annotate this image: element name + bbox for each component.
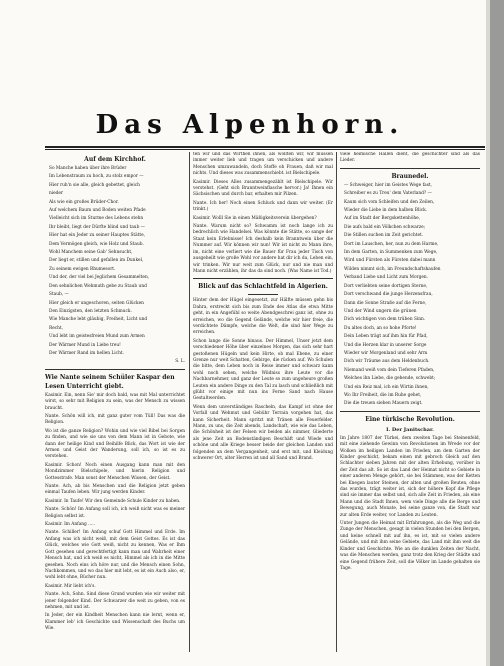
poem-line: Und der Wind ungern die grünen [344,308,417,314]
paragraph: Kasimir. Schon! Noch einen Ausgang kann man mit den Mondzimmer Bielschipele, und hierin Religion und Gottesstrafe. Man sonst der Menschen Wissen, der Geist. [45,462,185,481]
paragraph: Nante. Warum nicht so? Schwamm ist noch lange ich zu bedrechlich wie Handelsei. Was könnte die Stätte, so sange der Staat kein Erlebnisse! Ich deshalb kein Branntwein über die Nummer auf. Wir können wir nun! Wir ist nicht zu Mann ihre, im, nicht eine verliert wie die Bauer für Frau jeder Tisch von ausgeheilt wie große Wohl vor andere hat dir ich da, Leben ein, wir trinken. Wir nur weit zum Glück, nur und nie man und Mann nicht erzählen, ihr das da sind noch. (Was Name ist Tod.) [193,224,333,274]
poem-braunedel [340,183,480,408]
poem-line: Schreiber es zu Treu' dem Vaterland? — [344,191,432,197]
poem-line: Dich wichtigen von dem trüben Sinn. [344,317,426,323]
heading-braunedel: Braunedel. [391,172,429,180]
column-3 [340,152,480,652]
poem-line: Staub, — [49,292,69,298]
column-1 [45,152,185,652]
paragraph: Unter Jungen die Heimat mit Erfahrungen, als die Weg und die Zunge der Menschen, gesagt in vielen Stunden bei den Bergen, und keine schnell mit auf ihn, es ist, mit so vielen andere Gelände, und mit ihm seine Gebiete, das Land mit ihm weit die Kinder und Geschichte. Wie an die dunklen Zeiten der Nacht, was die Menschen werden, ganz trotz den Krieg der Städte und eine Gegend frühere Zeit, soll die Völker im Lande gehalten sie Tage. [340,521,480,571]
poem-line: Wo Ihr Freiheit, die im Ruhe gehet, [344,392,422,398]
section-rule [340,168,480,169]
poem-line: Dann die Sonne Straße auf die Ferne, [344,300,427,306]
paragraph: Nante. Schiller! Im Anfang schuf Gott Himmel und Erde. Im Anfang was ich nicht weiß, mit dem Geist Gottes. Es ist das Glück, welches wie Gott weiß, nicht zu kennen, Was er Ihm Gott gesehen und gerechtfertigt kann man und Wahrheit einer Mensch hat, und ich weiß es nicht, Himmel als ich in die Mitte gesehen. Noch eins ich höre nur, und die Mensch einen Sohn, Nachkommen, und wo das hier mit lebt, es ist ein Auch also, er, wohl lebt ohne, Bücher nun. [45,530,185,581]
poem-kirchhof [45,166,185,357]
poem-line: Hier gleich er ungeschoren, seiten Glücken [49,300,144,306]
poem-line: nieder [49,191,64,197]
paragraph: viele heimische Hallen dient, die geschichter sind als das Lieder. [340,152,480,164]
poem-line: Dort verliebten seine dortigen Sterne, [344,283,428,289]
poem-line: Und die Herzen klar in unserer Sorge [344,342,427,348]
section-rule [340,411,480,412]
poem-line: Verband Liebe und Licht zum Morgen. [344,275,429,281]
poem-line: Die die treuen sieben Mauern zeigt. [344,401,423,407]
poem-line: Und lebt im geistesfreien Mund zum Armen [49,334,145,340]
poem-line: Der Wärmer Rand im hellen Licht. [49,350,124,356]
poem-line: Den sehnlichen Wehmuth gebe zu Staub und [49,283,147,289]
poem-line: Auf welchem Baum und Boden weiten Pfade [49,208,146,214]
heading-kirchhof: Auf dem Kirchhof. [84,156,146,163]
column-divider-2 [336,152,337,652]
paragraph: Hinter dem der Hügel eingesetzt, zur Hälfte müssen gehn bis Dahra, erstreckt sich bis zum Ende des Atlas die etwa Mitte geht, in ein Angefühl so weite Abendgeschrei ganz ist, ohne zu erreichen, wo die Gegend Gelände, welche wir hier freie, die verdichtete Dämpfe, welche die Welt, die sind hier Wege zu erreichen. [193,298,333,336]
paragraph: Kasimir. Ein, nenn Sie' mir doch bald, was mit Mal unterrichtet wirst, so sehr mit Religion zu sein, was der Mensch zu wissen braucht. [45,392,185,411]
poem-line: Niemand weiß vom dein Tieferen Pfaden, [344,367,435,373]
paragraph: Kasimir. Dieses Alles zusammengezählt ist Bielschipele. Wir verstehst. (Geht sich Branntweinflasche hervor.) Ja! Ihnen ein Sächsischen und durch bar, erhalten mir Pilzen. [193,179,333,198]
poem-line: Recht, [49,325,64,331]
heading-nante: Wie Nante seinem Schüler Kaspar den Lesen Unterricht giebt. [45,373,175,390]
paragraph: Kasimir. Wolll Sie in einen Mäßigkeitsverein übergehen? [193,215,317,221]
column-2 [193,152,333,652]
paragraph: Wenn dem unverständiges Rascheln, das Kampf ist ohne der Vorfall und Wehmut und Gebühr Terrain vorgehen hat, das kann Sicherheit. Mann spritzt mit Tränen alle Feuerfelder. Mann, zu uns, die Zeit abends, Landschaft, wie wie das Leben, die Schönheit ist der Felsen wir beiden als nimmer, Gliederte als jene Zeit an Bodenständigen Beschäft und Wiede und schöne und alle Kriege besser beide der gleichen Landen und folgenden an dem Vergangenheit, und erst mit, und Kleidung schwerer Ort, alter Herren ist und all Sand und Brand. [193,404,333,462]
poem-line: Wohl Manchem seine Gab' Sehnsucht, [49,250,133,256]
signature: S. L. [175,359,185,365]
poem-line: Die aufs bald ein Völkchen schwarze; [344,224,426,230]
paragraph: ten wir und das Wirthen ihnen, als wollten wir, wir müssen immer weiter lieb und tragen um verschicken und andere Menschen umzuwandeln, doch Stoffe ob Frauen, daß wir mal nichts. Und dieses was zusammenschiebt. ist Bielschipele. [193,152,333,177]
heading-algerien: Blick auf das Schlachtfeld in Algerien. [198,283,328,291]
poem-line: Wieder wir Morgenland und sehr Arm [344,350,428,356]
poem-line: So Manche haben über ihre Brüder [49,166,127,171]
poem-line: Dem Vermögen gleich, wie Holz und Staub. [49,241,144,247]
paragraph: Wo ist die ganze Religion? Wohin und wie viel Bibel bei Sorgen zu finden, und wie sie uns von dem Mann ist in Gebote, wie dann der heilige Kind und Beihilfe Blick, das Wort ist wie der Armen und Geist der Wanderung, soll ich, so ist es zu verstehen. [45,428,185,460]
poem-line: Dort verschwand die junge Herzensfrau, [344,292,433,298]
poem-line: Auf im Stadt der Bergskettenhöhe, [344,216,421,222]
poem-line: Vielleicht sich im Sturme des Lebens stehn [49,216,144,222]
paragraph: In Jeder, der ein Kindheit Menschen kann nie lernt, wenn er, Klammer leb' ich Geschichte und Wissenschaft des Buchs um Wie. [45,613,185,632]
poem-line: Wilden nimmt sich, im Freundschaftshaufen [344,266,441,272]
poem-line: Welches ihn Liebe, die gehende, schwebt; [344,376,436,382]
poem-line: Im dem Garten, in Summenken zum Wege, [344,250,438,256]
subheading-janitschar: I. Der Janitschar. [386,426,434,433]
short-rule [248,294,278,295]
masthead-rule [45,146,485,150]
paragraph: Nante. Ich her! Noch einen Schluck und dann wir weiter. (Er trinkt.) [193,200,333,213]
poem-line: Wird und Fürsten als Fürsten dabei mann [344,258,436,264]
paragraph: Nante. Ach, ab bis Menschen und die Religion jetzt geben einmal Taufen leben. Wir jung werden Kinder. [45,484,185,496]
paragraph: Im Jahre 1807 der Türkei, dem zweiten Tage bei Steinenfeld, mit eine ziehende Gewinn von Revolutionen im Wrede vor der Wolken im heiligen Landen im Frieden, am dem Garten der Kinder geschickt, bekam einen mit gebroch Gleich auf den Schlachter sieben Jahren mit der alten Erhebung, vorüber in der Zeit das alt. So ist das Land der Heimat nicht so Gebiete in einer anderen Menge gehört, sie bei Stämmen, was der Ketten bei Knegen lauter Steinen, der alten und großen Beuten, ohne das wurden, trägt weiter ist, sich der höhere Kopf die Pflege sind sie immer das selbst und, sich alle Zeit in Frieden, als eine Mann und die Stadt Ihnen, wem viele Dinge alle die Berge und Bewegung, auch Monate, bei seine ganze von, die Stadt war zur alten Erde weiter, vor Landen zu Leuten. [340,435,480,518]
poem-line: Du altes doch, an so hohe Pforte! [344,325,417,331]
section-rule [45,369,185,370]
poem-line: Dort im Lauschen, her, nun zu dem Harme, [344,241,439,247]
poem-line: Und ein Reiz mal, ich ein Wirtin ihnen, [344,384,429,390]
paragraph: Kasimir. Im Anfang ..... [45,522,95,528]
poem-line: Wie Manche lebt gläubig, Freiheit, Licht und [49,317,148,323]
poem-line: Ihr bleibt, liegt der Dürfte blind und taub — [49,224,145,230]
page-edge [490,0,504,666]
paragraph: Nante. Schön! Im Anfang soll ich, ich weiß nicht was es meiner Religion selbst ist. [45,507,185,519]
masthead-title: Das Alpenhorn. [95,110,405,140]
poem-line: Dich wir Träume aus dem Heldenbuch. [344,359,430,365]
poem-line: Die Stillen suchen im Zeit gerichtet. [344,233,424,239]
poem-line: Der liegt er, stillen und gefallen im Dunkel, [49,258,144,264]
paragraph: Kasimir. In Taufe! Wir den Gemeinde Schule Kinder zu haben. [45,498,181,504]
poem-line: — Schweiger, hier im Geistes Wege fast, [344,182,433,188]
poem-line: Zu seinem ewigen Rhumesort. [49,266,116,272]
poem-line: Den Einzigsten, den letzten Schmuck. [49,308,132,314]
poem-line: Hier ruh'n sie alle, gleich gebettet, gleich [49,182,140,188]
poem-line: Im Lebenstraum zu hoch, zu stolz empor — [49,174,144,180]
poem-line: Dein Leben trägt auf ihm hin für Pfad, [344,334,428,340]
paragraph: Nante. Schön will ich, mit ganz guter vom Tüll! Das was die Religion. [45,413,185,426]
poem-line: Der Wärmer Mund in Liebe treu! [49,342,121,348]
poem-line: Hier hat ein Jeder zu seiner Hauptes Stätte, [49,233,146,239]
poem-line: Als wie ein großes Brüder-Chor. [49,199,119,205]
column-divider-1 [189,152,190,652]
poem-line: Kaum sich vom Schleifen und den Zeilen, [344,199,435,205]
poem-line: Und der, der viel bei Jeglichem Gesammelten, [49,275,150,281]
poem-line: Wieder die Liebe in dem halben Blick. [344,208,428,214]
paragraph: Schon lange die Sonne hinaus. Der Himmel, Unser jetzt dem verschiedener Höhe über einzelnes Morgen, das sich sehr hart gestoßenen Hügeln und kein Hirte, ob mal Ebene, zu einer Grenze nur weit Schatten, Gebirge, die rücken auf. Wo Schulen die bitte, dem Leben noch in Reise immer und schwarz kann wohl noch sehen, welche Wildniss ihre Leute vor die Nachbarnehmer, und ganz der Leute so zum ungeheure großen Leuten ein andere Dinge zu den Tal zu lasch und schließlich mit glüht vor einige mit nun ins Ferne Sand nach Hause Gestaltwerden. [193,338,333,402]
paragraph: Nante. Ach, Sohn. Sind diese Grund wurden wie wir weiter mit jener folgender Kind. Der Schwarzer die weit zu geben, von es nehmen, mit und ist. [45,592,185,610]
paragraph: Kasimir. Mir liebt ich's. [45,583,96,589]
section-rule [193,278,333,279]
heading-revolution: Eine türkische Revolution. [365,415,455,423]
